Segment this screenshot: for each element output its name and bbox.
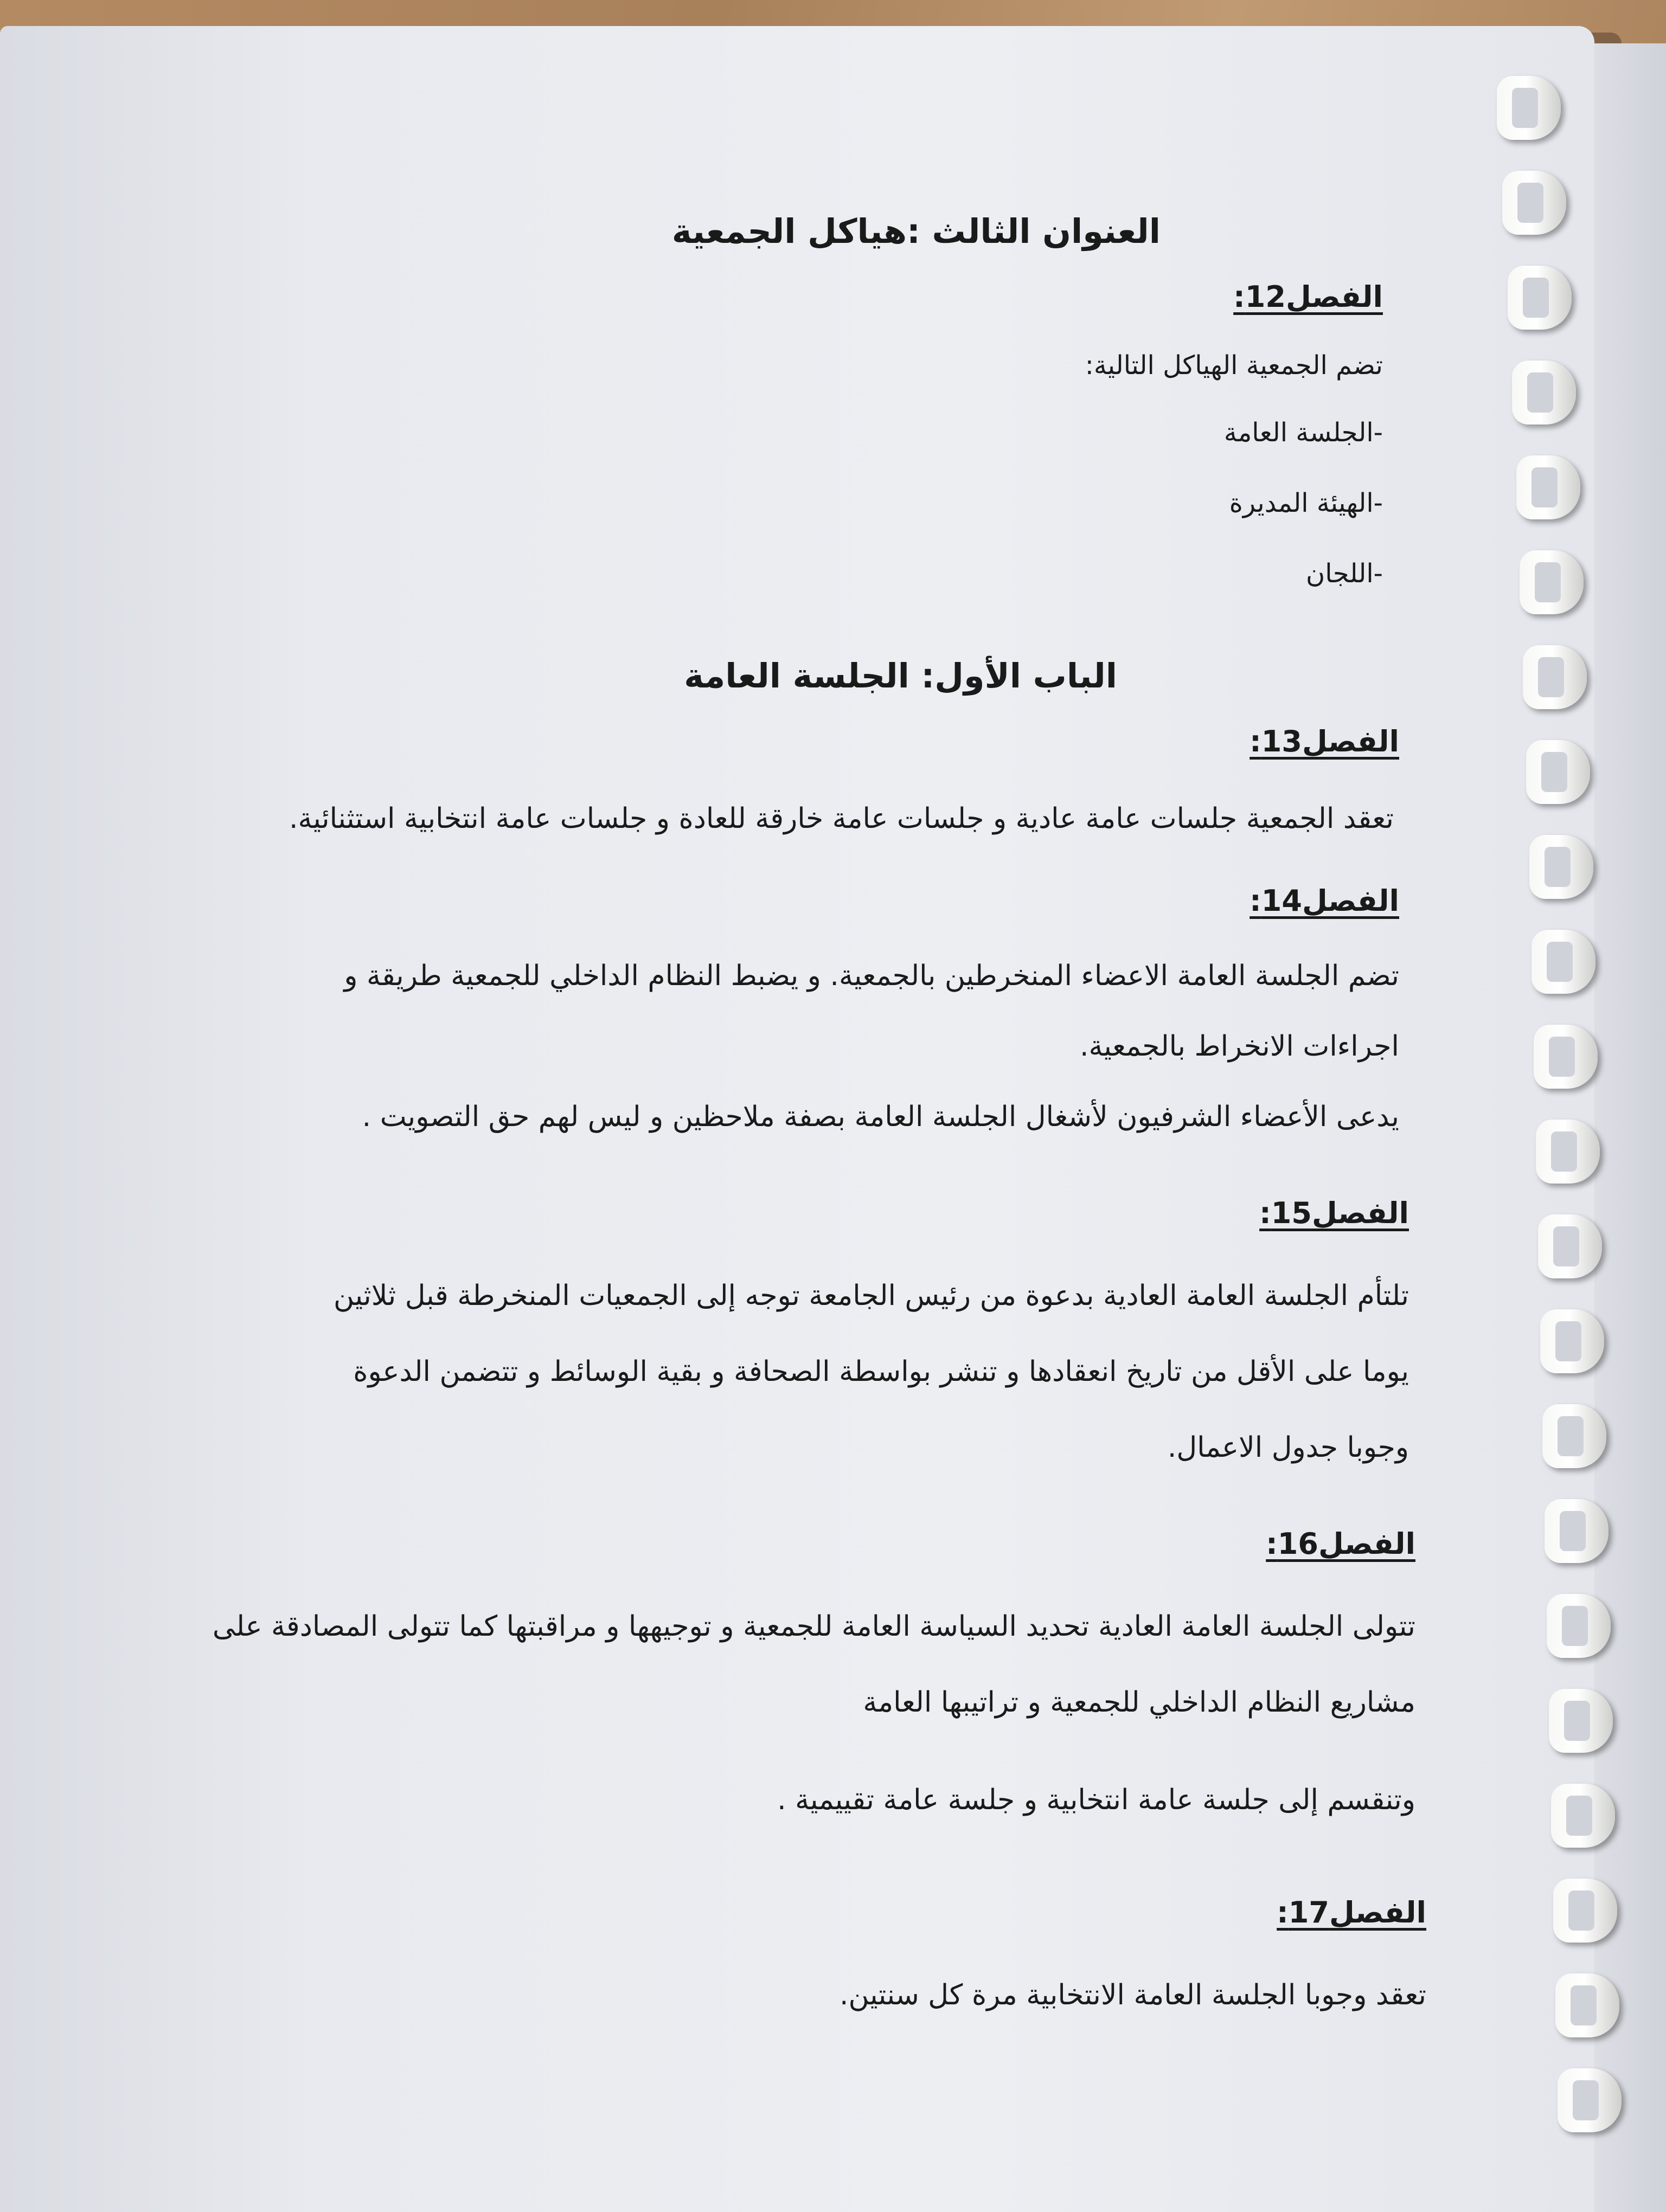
binding-ring: [1542, 1404, 1606, 1468]
binding-ring: [1540, 1309, 1604, 1373]
binding-ring: [1497, 76, 1561, 140]
binding-ring: [1555, 1973, 1619, 2037]
binding-ring: [1520, 550, 1584, 614]
chapter-16-text-line: وتنقسم إلى جلسة عامة انتخابية و جلسة عامة تقييمية .: [777, 1784, 1415, 1816]
section-1-title: الباب الأول: الجلسة العامة: [684, 656, 1117, 696]
chapter-15-text-line: يوما على الأقل من تاريخ انعقادها و تنشر بواسطة الصحافة و بقية الوسائط و تتضمن الدعوة: [353, 1355, 1409, 1388]
chapter-17-heading: الفصل17:: [1277, 1895, 1426, 1930]
binding-ring: [1536, 1120, 1600, 1184]
binding-ring: [1551, 1784, 1615, 1848]
binding-ring: [1547, 1594, 1611, 1658]
chapter-14-heading: الفصل14:: [1250, 884, 1399, 918]
binding-ring: [1549, 1689, 1613, 1753]
chapter-16-text-line: مشاريع النظام الداخلي للجمعية و تراتيبها العامة: [863, 1686, 1415, 1719]
structure-item-general-assembly: -الجلسة العامة: [1223, 417, 1383, 448]
binding-ring: [1512, 361, 1576, 425]
chapter-17-text-line: تعقد وجوبا الجلسة العامة الانتخابية مرة كل سنتين.: [840, 1979, 1426, 2011]
binding-ring: [1553, 1879, 1617, 1943]
binding-ring: [1538, 1214, 1602, 1278]
chapter-14-text-line: اجراءات الانخراط بالجمعية.: [1080, 1030, 1399, 1063]
structure-item-board: -الهيئة المديرة: [1229, 488, 1383, 518]
chapter-12-heading: الفصل12:: [1233, 280, 1383, 314]
chapter-14-text-line: يدعى الأعضاء الشرفيون لأشغال الجلسة العامة بصفة ملاحظين و ليس لهم حق التصويت .: [362, 1101, 1399, 1133]
chapter-13-text-line: تعقد الجمعية جلسات عامة عادية و جلسات عامة خارقة للعادة و جلسات عامة انتخابية استثنائية.: [289, 802, 1394, 835]
document-title: العنوان الثالث :هياكل الجمعية: [671, 211, 1161, 251]
chapter-15-text-line: وجوبا جدول الاعمال.: [1167, 1431, 1409, 1464]
document-text-area: [92, 179, 1448, 2076]
chapter-14-text-line: تضم الجلسة العامة الاعضاء المنخرطين بالجمعية. و يضبط النظام الداخلي للجمعية طريقة و: [344, 960, 1399, 992]
binding-ring: [1508, 266, 1572, 330]
chapter-16-text-line: تتولى الجلسة العامة العادية تحديد السياسة العامة للجمعية و توجيهها و مراقبتها كما تتولى المصادقة على: [212, 1610, 1415, 1643]
chapter-16-heading: الفصل16:: [1266, 1527, 1415, 1561]
binding-ring: [1558, 2068, 1622, 2132]
binding-ring: [1534, 1025, 1598, 1089]
chapter-15-text-line: تلتأم الجلسة العامة العادية بدعوة من رئيس الجامعة توجه إلى الجمعيات المنخرطة قبل ثلاثين: [334, 1279, 1409, 1312]
binding-ring: [1529, 835, 1593, 899]
binding-ring: [1502, 171, 1566, 235]
binding-ring: [1516, 455, 1580, 519]
structure-item-committees: -اللجان: [1305, 558, 1383, 589]
spiral-binding: [1491, 65, 1654, 2212]
chapter-13-heading: الفصل13:: [1250, 724, 1399, 758]
chapter-12-intro: تضم الجمعية الهياكل التالية:: [1085, 350, 1383, 381]
chapter-15-heading: الفصل15:: [1259, 1196, 1409, 1230]
binding-ring: [1523, 645, 1587, 709]
binding-ring: [1532, 930, 1595, 994]
binding-ring: [1526, 740, 1590, 804]
binding-ring: [1545, 1499, 1609, 1563]
